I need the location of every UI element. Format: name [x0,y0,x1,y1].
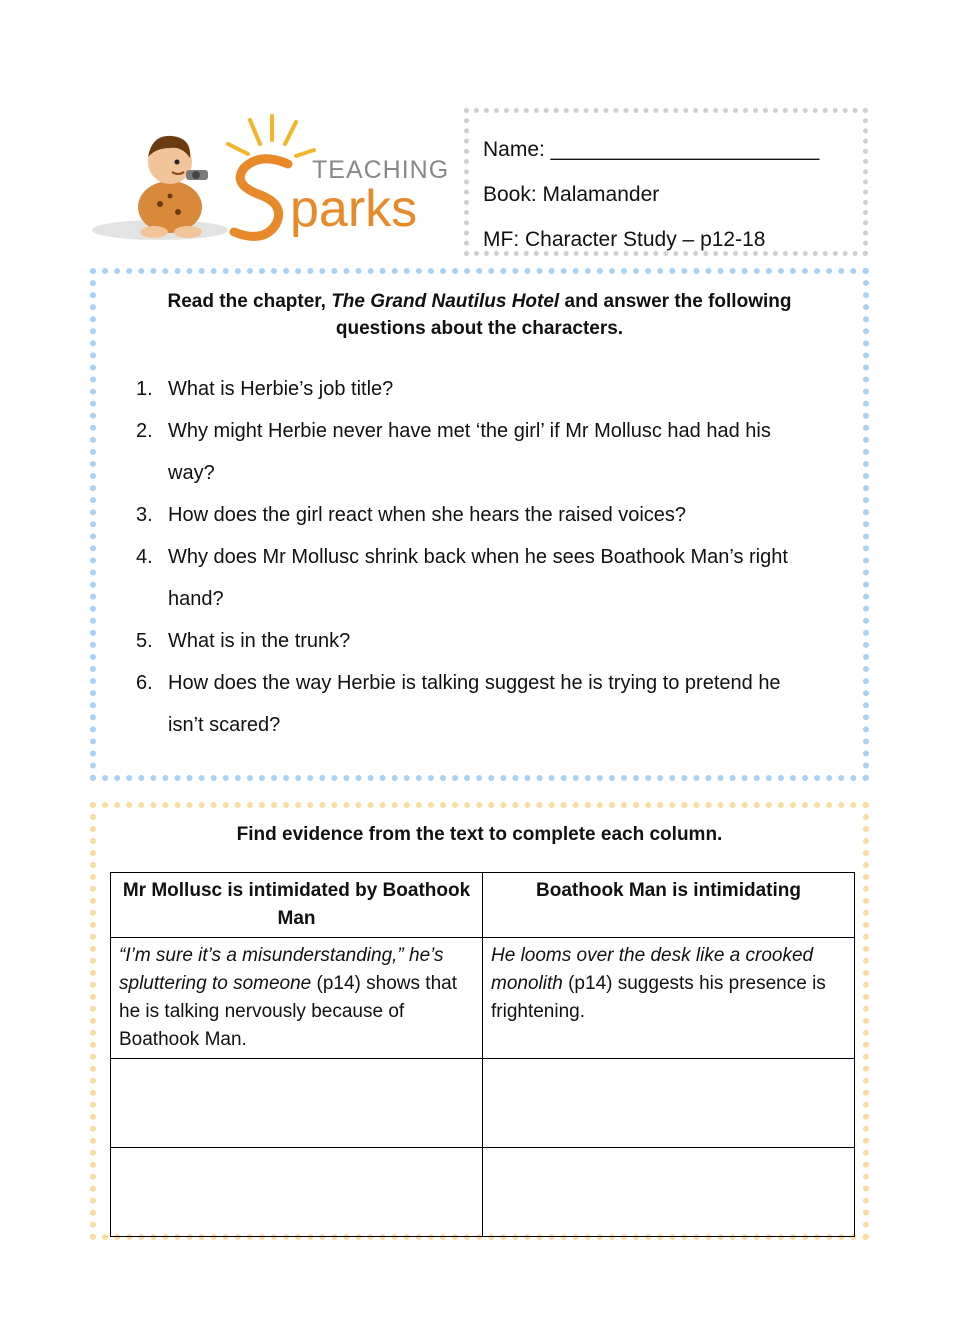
question-item [136,662,803,746]
answer-cell[interactable] [483,1148,855,1237]
example-cell-boathook [483,938,855,1059]
question-text: Why might Herbie never have met ‘the girl’ if Mr Mollusc had had his way? [168,420,771,484]
name-field[interactable]: Name: _______________________ [483,138,820,161]
question-number: 2. [136,420,153,442]
logo-graphic [90,112,450,252]
answer-cell[interactable] [111,1059,483,1148]
sparks-s-icon [234,159,288,237]
example-quote: He looms over the desk like a crooked monolith [491,945,814,994]
question-number: 4. [136,546,153,568]
evidence-table [110,872,855,1237]
sparks-rays-icon [228,116,314,156]
question-item [136,368,803,410]
question-text: What is Herbie’s job title? [168,378,394,400]
example-ref: (p14) [311,973,361,994]
question-number: 6. [136,672,153,694]
intro-prefix: Read the chapter, [167,291,332,312]
question-text: What is in the trunk? [168,630,351,652]
question-item [136,410,803,494]
evidence-title: Find evidence from the text to complete each column. [236,824,723,845]
question-item [136,494,803,536]
intro-suffix: and answer the following questions about the characters. [335,291,792,339]
chapter-title: The Grand Nautilus Hotel [331,291,560,312]
table-header-row [111,873,855,938]
table-row [111,1148,855,1237]
column-header-mollusc: Mr Mollusc is intimidated by Boathook Man [111,873,483,938]
book-label: Book: Malamander [483,183,660,206]
brand-bottom-text: parks [290,180,418,238]
question-item [136,620,803,662]
answer-cell[interactable] [483,1059,855,1148]
example-quote: “I’m sure it’s a misunderstanding,” he’s spluttering to someone [119,945,444,994]
evidence-section [90,802,869,1240]
question-number: 1. [136,378,153,400]
questions-section [90,268,869,781]
column-header-boathook: Boathook Man is intimidating [483,873,855,938]
question-text: How does the way Herbie is talking suggest he is trying to pretend he isn’t scared? [168,672,781,736]
question-number: 5. [136,630,153,652]
student-info-box [464,108,868,256]
questions-list [136,368,823,746]
question-item [136,536,803,620]
question-text: How does the girl react when she hears the raised voices? [168,504,687,526]
mf-label: MF: Character Study – p12-18 [483,228,766,251]
example-explanation: (p14) suggests his presence is frightening. [491,973,826,1022]
answer-cell[interactable] [111,1148,483,1237]
question-number: 3. [136,504,153,526]
table-row [111,1059,855,1148]
teaching-sparks-logo [90,112,450,252]
brand-top-text: TEACHING [312,156,450,184]
table-row [111,938,855,1059]
questions-intro [150,288,809,342]
example-cell-mollusc [111,938,483,1059]
question-text: Why does Mr Mollusc shrink back when he sees Boathook Man’s right hand? [168,546,788,610]
example-explanation: shows that he is talking nervously because of Boathook Man. [119,973,457,1050]
